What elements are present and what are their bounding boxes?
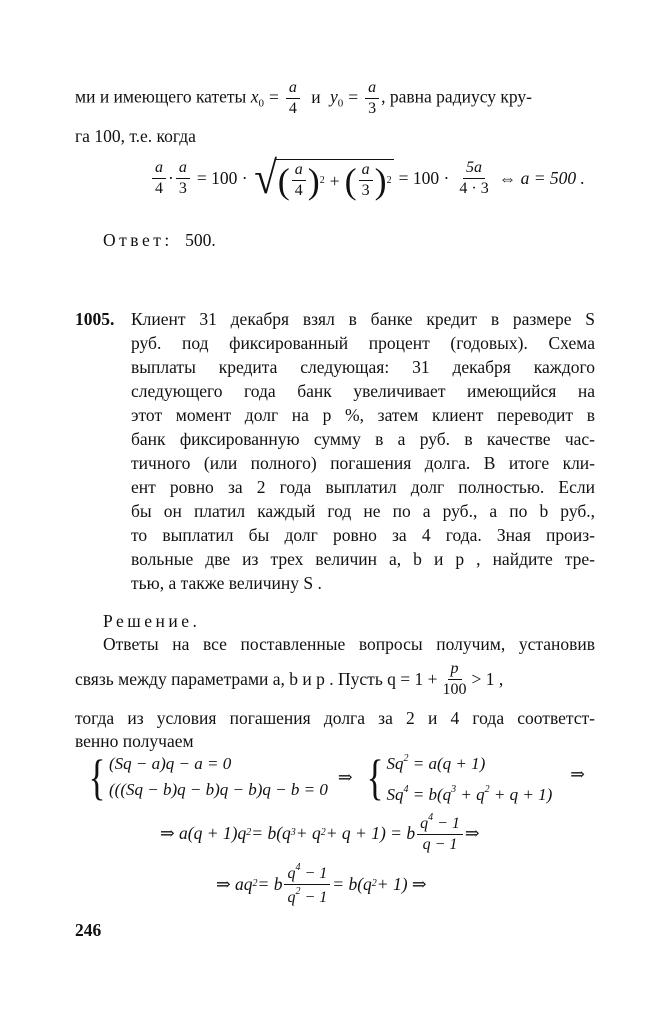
fraction-p-over-100: $\frac{p}{100}$ [442, 659, 467, 698]
equation-radius: $\frac{a}{4}$ · $\frac{a}{3}$ = 100 · √ ( $\frac{a}{4}$ ) 2 + ( $\frac{a}{3}$ ) 2 = 100 · $\frac{5a}{4 \cdot 3}$ ⇔ a = 500 . [150, 148, 590, 208]
problem-line: то выплатил бы долг ровно за 4 года. Зная произ- [131, 525, 595, 545]
problem-line: следующего года банк увеличивает имеющийся на [131, 381, 595, 401]
page-number: 246 [75, 920, 102, 940]
problem-line: тичного (или полного) погашения долга. В итоге кли- [131, 453, 595, 473]
answer-label: Ответ: [103, 230, 173, 250]
x0-var: x [250, 86, 259, 107]
solution-heading: Решение. [103, 611, 201, 631]
problem-number: 1005. [75, 309, 115, 329]
solution-line: венно получаем [75, 731, 194, 751]
implies-arrow: ⇒ [570, 764, 585, 784]
text-line-kogda: га 100, т.е. когда [75, 126, 196, 146]
square-root: √ ( $\frac{a}{4}$ ) 2 + ( $\frac{a}{3}$ ) 2 [253, 152, 392, 203]
solution-line: Ответы на все поставленные вопросы получим, установив [103, 634, 595, 654]
problem-line: вольные две из трех величин a, b и p , найдите тре- [131, 549, 595, 569]
problem-line: тью, а также величину S . [131, 573, 322, 593]
fraction-a-over-3: $\frac{a}{3}$ [365, 80, 379, 117]
answer-line [103, 228, 216, 252]
problem-line: банк фиксированную сумму в a руб. в качестве час- [131, 429, 595, 449]
problem-line: выплаты кредита следующая: 31 декабря каждого [131, 357, 595, 377]
equation-systems [85, 748, 590, 806]
problem-line: руб. под фиксированный процент (годовых). Схема [131, 333, 595, 353]
text-line-katety: ми и имеющего катеты $x_0$ = $\frac{a}{4}$ и $y_0$ = $\frac{a}{3}$ , равна радиусу кру- [75, 79, 532, 117]
equation-3: ⇒ a(q + 1)q 2 = b(q 3 + q 2 + q + 1) = b $\frac{q^4 - 1}{q - 1}$ ⇒ [160, 812, 480, 853]
fraction-a-over-4: $\frac{a}{4}$ [286, 80, 300, 117]
system-1: { (Sq − a)q − a = 0 (((Sq − b)q − b)q − b)q − b = 0 [88, 749, 328, 805]
answer-value: 500. [185, 230, 216, 250]
implies-arrow: ⇒ [337, 767, 353, 787]
system-2: { $Sq^2 = a(q + 1)$ $Sq^4 = b(q^3 + q^2 + q + 1)$ [366, 749, 553, 805]
y0-var: y [329, 86, 338, 107]
solution-line-let-q: связь между параметрами a, b и p . Пусть q = 1 + $\frac{p}{100}$ > 1 , [75, 659, 504, 698]
equation-4: ⇒ aq 2 = b $\frac{q^4 - 1}{q^2 - 1}$ = b(q 2 + 1) ⇒ [216, 861, 427, 906]
problem-line: этот момент долг на p %, затем клиент переводит в [131, 405, 595, 425]
problem-line: Клиент 31 декабря взял в банке кредит в размере S [131, 309, 595, 329]
solution-line: тогда из условия погашения долга за 2 и 4 года соответст- [75, 708, 595, 728]
problem-line: бы он платил каждый год не по a руб., а по b руб., [131, 501, 595, 521]
problem-line: ент ровно за 2 года выплатил долг полностью. Если [131, 477, 595, 497]
